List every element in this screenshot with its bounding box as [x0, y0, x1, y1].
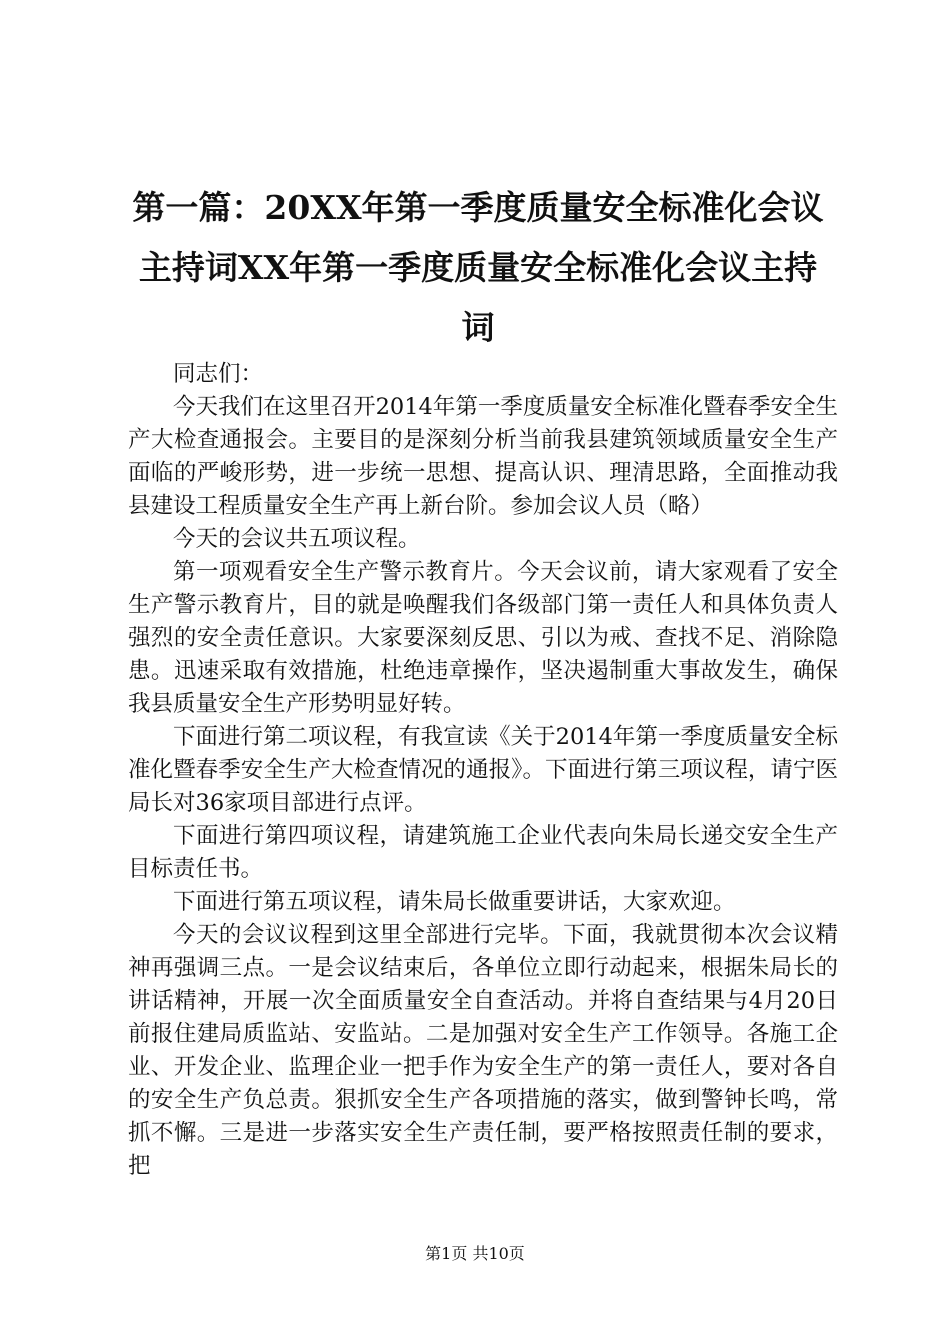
document-body — [128, 358, 838, 1183]
salutation-paragraph: 同志们： — [173, 361, 264, 387]
agenda-item-4-paragraph: 下面进行第四项议程，请建筑施工企业代表向朱局长递交安全生产目标责任书。 — [128, 823, 838, 882]
page-number-footer: 第1页 共10页 — [425, 1244, 525, 1263]
intro-paragraph: 今天我们在这里召开2014年第一季度质量安全标准化暨春季安全生产大检查通报会。主要目的是深刻分析当前我县建筑领域质量安全生产面临的严峻形势，进一步统一思想、提高认识、理清思路，全面推动我县建设工程质量安全生产再上新台阶。参加会议人员（略） — [128, 394, 838, 519]
closing-paragraph: 今天的会议议程到这里全部进行完毕。下面，我就贯彻本次会议精神再强调三点。一是会议结束后，各单位立即行动起来，根据朱局长的讲话精神，开展一次全面质量安全自查活动。并将自查结果与4月20日前报住建局质监站、安监站。二是加强对安全生产工作领导。各施工企业、开发企业、监理企业一把手作为安全生产的第一责任人，要对各自的安全生产负总责。狠抓安全生产各项措施的落实，做到警钟长鸣，常抓不懈。三是进一步落实安全生产责任制，要严格按照责任制的要求，把 — [128, 922, 838, 1179]
agenda-item-5-paragraph: 下面进行第五项议程，请朱局长做重要讲话，大家欢迎。 — [173, 889, 736, 915]
agenda-count-paragraph: 今天的会议共五项议程。 — [173, 526, 421, 552]
document-title: 第一篇：20XX年第一季度质量安全标准化会议主持词XX年第一季度质量安全标准化会议主持词 — [132, 188, 824, 347]
agenda-item-2-3-paragraph: 下面进行第二项议程，有我宣读《关于2014年第一季度质量安全标准化暨春季安全生产大检查情况的通报》。下面进行第三项议程，请宁医局长对36家项目部进行点评。 — [128, 724, 838, 816]
agenda-item-1-paragraph: 第一项观看安全生产警示教育片。今天会议前，请大家观看了安全生产警示教育片，目的就是唤醒我们各级部门第一责任人和具体负责人强烈的安全责任意识。大家要深刻反思、引以为戒、查找不足、消除隐患。迅速采取有效措施，杜绝违章操作，坚决遏制重大事故发生，确保我县质量安全生产形势明显好转。 — [128, 559, 838, 717]
